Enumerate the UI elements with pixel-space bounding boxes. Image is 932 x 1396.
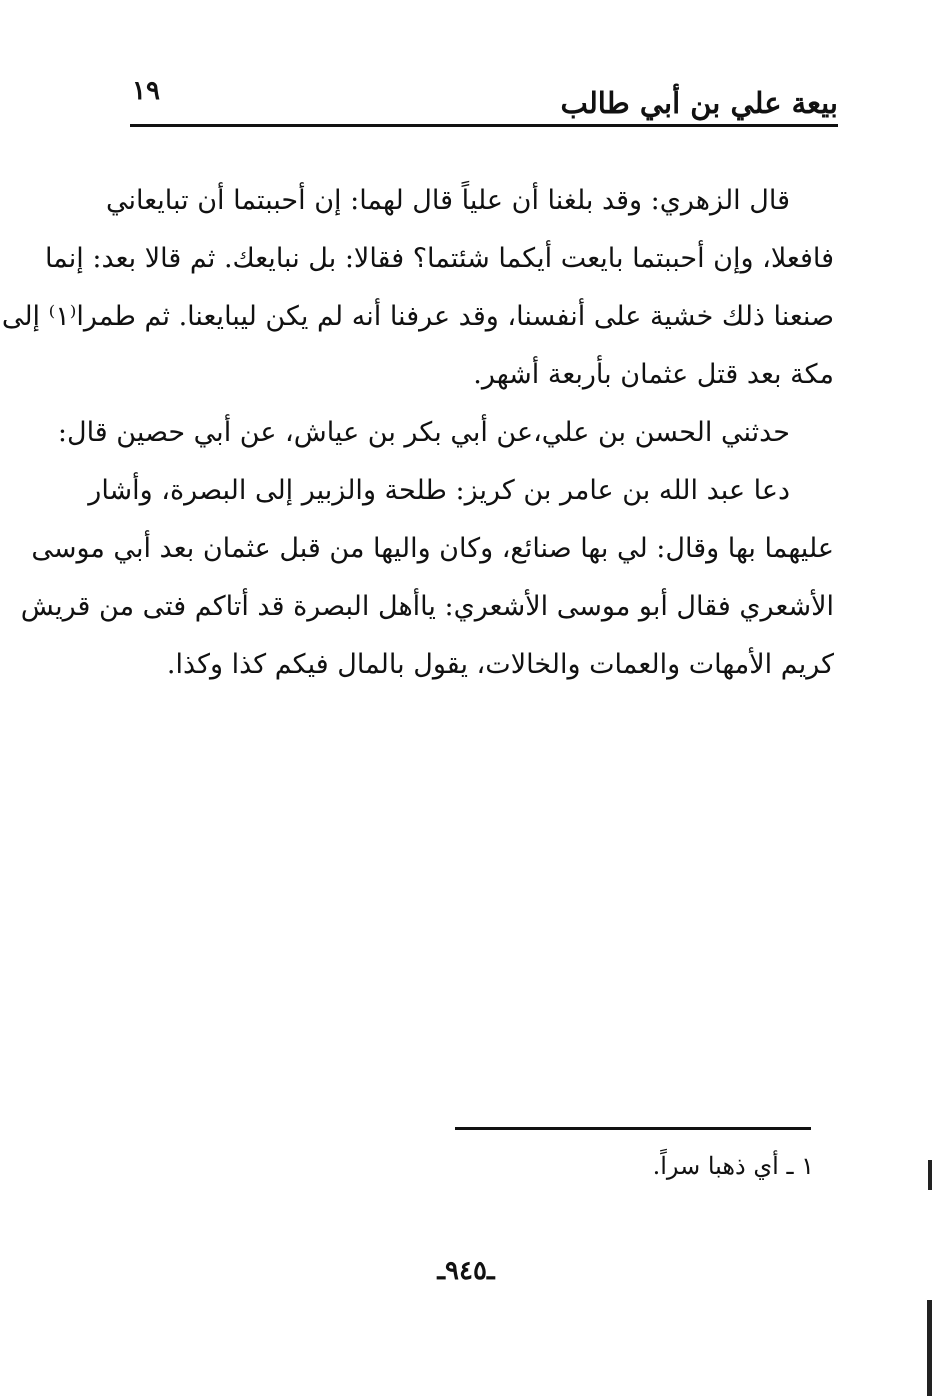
page-header — [130, 72, 838, 127]
body-line: صنعنا ذلك خشية على أنفسنا، وقد عرفنا أنه لم يكن ليبايعنا. ثم طمرا⁽١⁾ إلى — [1, 301, 834, 332]
body-line: حدثني الحسن بن علي،عن أبي بكر بن عياش، عن أبي حصين قال: — [57, 417, 790, 448]
body-line: دعا عبد الله بن عامر بن كريز: طلحة والزبير إلى البصرة، وأشار — [88, 475, 790, 506]
body-text — [1, 172, 834, 694]
body-line: كريم الأمهات والعمات والخالات، يقول بالمال فيكم كذا وكذا. — [166, 649, 834, 680]
footnote: ١ ـ أي ذهبا سراً. — [652, 1152, 814, 1180]
running-title: بيعة علي بن أبي طالب — [560, 86, 838, 120]
body-line: عليهما بها وقال: لي بها صنائع، وكان واليها من قبل عثمان بعد أبي موسى — [31, 533, 834, 564]
header-page-number: ١٩ — [132, 76, 160, 106]
body-line: مكة بعد قتل عثمان بأربعة أشهر. — [473, 359, 834, 390]
body-line: فافعلا، وإن أحببتما بايعت أيكما شئتما؟ فقالا: بل نبايعك. ثم قالا بعد: إنما — [44, 243, 834, 274]
footnote-separator — [455, 1127, 811, 1130]
footer-page-number: ـ٩٤٥ـ — [437, 1256, 495, 1286]
body-line: الأشعري فقال أبو موسى الأشعري: ياأهل البصرة قد أتاكم فتى من قريش — [20, 591, 834, 622]
body-line: قال الزهري: وقد بلغنا أن علياً قال لهما: إن أحببتما أن تبايعاني — [105, 185, 790, 216]
scan-edge-mark — [927, 1300, 932, 1396]
scan-edge-mark — [928, 1160, 932, 1190]
